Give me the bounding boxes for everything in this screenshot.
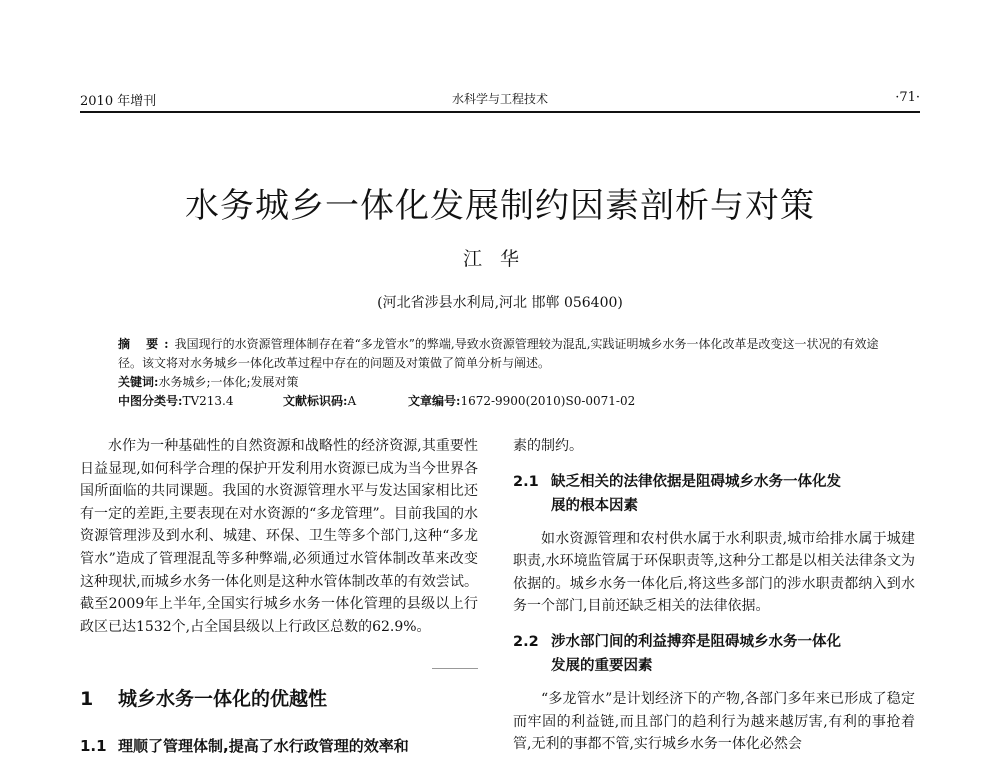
column-divider-mark [432,668,478,669]
subsection-title-continued: 展的根本因素 [551,497,638,514]
clc-number: 中图分类号:TV213.4 [118,394,234,408]
subsection-heading [513,470,915,518]
intro-paragraph: 水作为一种基础性的自然资源和战略性的经济资源,其重要性日益显现,如何科学合理的保护开发利用水资源已成为当今世界各国所面临的共同课题。我国的水资源管理水平与发达国家相比还有一定的差距,主要表现在对水资源的“多龙管理”。目前我国的水资源管理涉及到水利、城建、环保、卫生等多个部门,这种“多龙管水”造成了管理混乱等多种弊端,必须通过水管体制改革来改变这种现状,而城乡水务一体化则是这种水管体制改革的有效尝试。截至2009年上半年,全国实行城乡水务一体化管理的县级以上行政区已达1532个,占全国县级以上行政区总数的62.9%。 [80,438,478,635]
header-page-number: ·71· [895,90,920,105]
author: 江华 [462,248,537,270]
header-issue: 2010 年增刊 [80,94,157,109]
document-code: 文献标识码:A [283,394,357,408]
header-rule [80,111,920,113]
subsection-title: 缺乏相关的法律依据是阻碍城乡水务一体化发 [551,473,841,490]
paragraph: “多龙管水”是计划经济下的产物,各部门多年来已形成了稳定而牢固的利益链,而且部门的趋利行为越来越厉害,有利的事抢着管,无利的事都不管,实行城乡水务一体化必然会 [513,690,915,753]
section-title: 城乡水务一体化的优越性 [118,688,328,710]
classification-row [118,392,898,412]
abstract-label: 摘 要: [118,337,175,351]
running-header [80,88,920,110]
carry-over-text: 素的制约。 [513,438,583,454]
section-heading [80,684,327,711]
subsection-title-continued: 发展的重要因素 [551,657,653,674]
abstract-text: 我国现行的水资源管理体制存在着“多龙管水”的弊端,导致水资源管理较为混乱,实践证明城乡水务一体化改革是改变这一状况的有效途径。该文将对水务城乡一体化改革过程中存在的问题及对策做了简单分析与阐述。 [118,337,879,370]
subsection-title: 理顺了管理体制,提高了水行政管理的效率和 [118,737,409,755]
article-title: 水务城乡一体化发展制约因素剖析与对策 [185,186,815,226]
section-number: 1 [80,688,94,710]
paragraph: 如水资源管理和农村供水属于水利职责,城市给排水属于城建职责,水环境监管属于环保职责等,这种分工都是以相关法律条文为依据的。城乡水务一体化后,将这些多部门的涉水职责都纳入到水务一个部门,目前还缺乏相关的法律依据。 [513,530,915,615]
subsection-number: 2.2 [513,633,539,650]
header-journal: 水科学与工程技术 [451,92,548,106]
subsection-number: 1.1 [80,737,107,755]
subsection-number: 2.1 [513,473,539,490]
subsection-title: 涉水部门间的利益搏弈是阻碍城乡水务一体化 [551,633,841,650]
right-column [513,435,915,756]
abstract-block [118,335,898,412]
keywords [118,373,898,392]
left-column [80,435,478,638]
article-number: 文章编号:1672-9900(2010)S0-0071-02 [408,394,636,408]
affiliation: (河北省涉县水利局,河北 邯郸 056400) [377,295,623,311]
keywords-label: 关键词: [118,375,159,389]
subsection-heading [513,630,915,678]
abstract [118,335,898,373]
keywords-text: 水务城乡;一体化;发展对策 [158,375,299,389]
subsection-heading [80,735,409,756]
